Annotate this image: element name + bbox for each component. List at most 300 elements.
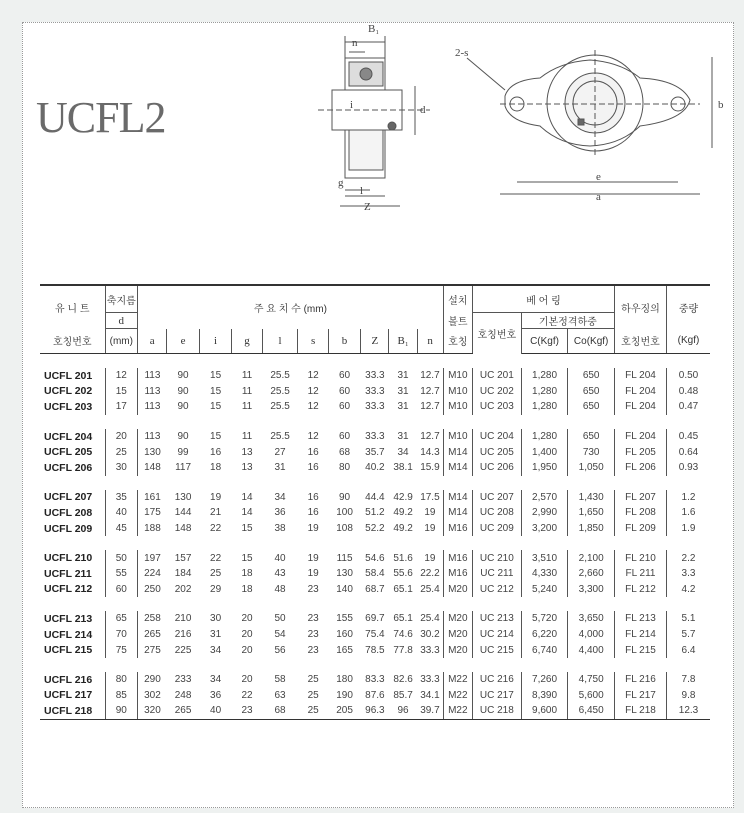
table-cell: 0.48 [678, 385, 699, 397]
table-cell: 31 [397, 370, 409, 382]
table-cell: M14 [443, 490, 472, 506]
table-cell: 730 [568, 444, 615, 460]
table-cell: M16 [443, 566, 472, 582]
table-cell: 35.7 [365, 446, 385, 458]
table-cell: 25.5 [270, 385, 290, 397]
table-row [40, 611, 710, 627]
table-cell: 80 [105, 672, 138, 688]
table-cell: 148 [174, 523, 192, 535]
group-spacer [40, 354, 710, 369]
label-n: n [352, 37, 358, 49]
table-cell: 12 [105, 368, 138, 384]
table-body [40, 354, 710, 720]
label-i: i [350, 99, 354, 111]
table-cell: 1,280 [521, 429, 568, 445]
table-cell: FL 217 [614, 688, 666, 704]
table-cell: 70 [105, 627, 138, 643]
bearing-no-header: 호칭번호 [472, 313, 521, 354]
model-cell: UCFL 209 [40, 521, 105, 537]
label-e: e [596, 171, 601, 183]
table-cell: 148 [144, 462, 161, 474]
table-cell: UC 204 [472, 429, 521, 445]
table-cell: 1,050 [568, 460, 615, 476]
table-cell: 248 [174, 689, 192, 701]
table-cell: 157 [174, 552, 192, 564]
model-cell: UCFL 208 [40, 505, 105, 521]
table-cell: 12 [307, 401, 319, 413]
table-cell: 12.3 [667, 703, 711, 719]
table-cell: 96.3 [361, 703, 389, 719]
table-cell: 39.7 [417, 703, 443, 719]
table-cell: 33.3 [365, 370, 385, 382]
table-cell: 34.1 [417, 688, 443, 704]
table-cell: 113 [144, 431, 161, 443]
table-cell: 40 [199, 703, 232, 719]
table-row [40, 627, 710, 643]
shaft-unit: (mm) [105, 329, 138, 354]
table-cell: 34 [274, 491, 286, 503]
table-cell: UC 202 [472, 384, 521, 400]
col-b1: B₁ [389, 329, 417, 354]
table-row [40, 550, 710, 566]
table-cell: 165 [336, 644, 353, 656]
shaft-header: 축지름 [105, 285, 138, 313]
col-n: n [417, 329, 443, 354]
table-cell: 12.7 [417, 368, 443, 384]
table-cell: 85.7 [393, 689, 413, 701]
table-cell: 60 [338, 401, 351, 413]
table-cell: 60 [338, 370, 351, 382]
table-cell: 0.50 [678, 370, 699, 382]
table-cell: 161 [144, 491, 161, 503]
table-cell: 113 [144, 385, 161, 397]
table-cell: 205 [328, 703, 361, 719]
model-cell: UCFL 217 [40, 688, 105, 704]
table-cell: 55 [105, 566, 138, 582]
table-row [40, 429, 710, 445]
table-cell: 90 [177, 431, 189, 443]
table-cell: 4,000 [568, 627, 615, 643]
table-cell: FL 210 [614, 550, 666, 566]
table-cell: 1,430 [568, 490, 615, 506]
table-cell: UC 203 [472, 399, 521, 415]
table-cell: UC 212 [472, 582, 521, 598]
col-b: b [328, 329, 361, 354]
table-cell: 19 [307, 568, 319, 580]
table-header [40, 285, 710, 354]
model-cell: UCFL 214 [40, 627, 105, 643]
shaft-sym: d [105, 313, 138, 329]
table-cell: 1,280 [521, 368, 568, 384]
model-cell: UCFL 201 [40, 368, 105, 384]
table-row [40, 703, 710, 719]
table-cell: 650 [568, 368, 615, 384]
table-cell: 43 [274, 568, 286, 580]
table-cell: 17.5 [417, 490, 443, 506]
table-cell: 20 [241, 644, 253, 656]
table-cell: M22 [443, 672, 472, 688]
table-cell: 31 [397, 431, 409, 443]
housing-header: 하우징의 [614, 285, 666, 329]
table-cell: 14 [241, 491, 253, 503]
table-cell: 265 [167, 703, 200, 719]
table-cell: 302 [144, 689, 161, 701]
table-cell: 40.2 [365, 462, 385, 474]
table-cell: 20 [241, 613, 253, 625]
model-cell: UCFL 203 [40, 399, 105, 415]
table-cell: 184 [174, 568, 192, 580]
model-cell: UCFL 205 [40, 444, 105, 460]
model-cell: UCFL 202 [40, 384, 105, 400]
table-cell: 83.3 [365, 674, 385, 686]
table-cell: 175 [144, 507, 161, 519]
table-cell: 23 [232, 703, 262, 719]
table-cell: 36 [210, 689, 222, 701]
group-spacer [40, 658, 710, 672]
table-cell: 3,300 [568, 582, 615, 598]
table-cell: 60 [338, 385, 351, 397]
table-cell: 117 [175, 462, 192, 474]
table-cell: 5,720 [521, 611, 568, 627]
group-spacer [40, 536, 710, 550]
table-cell: 77.8 [393, 644, 413, 656]
table-cell: M10 [443, 368, 472, 384]
table-cell: 30 [210, 613, 222, 625]
table-cell: 23 [307, 644, 319, 656]
table-cell: 55.6 [393, 568, 413, 580]
table-cell: 31 [397, 385, 409, 397]
table-cell: 275 [144, 644, 161, 656]
table-cell: 1,950 [521, 460, 568, 476]
bearing-drawing [0, 0, 744, 280]
table-cell: UC 218 [472, 703, 521, 719]
table-cell: 5.1 [681, 613, 696, 625]
table-cell: 1,280 [521, 384, 568, 400]
table-cell: 45 [105, 521, 138, 537]
table-cell: 16 [307, 462, 319, 474]
table-cell: 40 [105, 505, 138, 521]
table-cell: 65 [105, 611, 138, 627]
table-cell: 16 [210, 446, 222, 458]
table-cell: 8,390 [521, 688, 568, 704]
table-row [40, 566, 710, 582]
table-cell: 18 [241, 583, 253, 595]
weight-unit: (Kgf) [667, 329, 711, 354]
table-cell: 11 [241, 401, 253, 413]
table-cell: 40 [274, 552, 286, 564]
table-cell: 233 [174, 674, 192, 686]
table-cell: 34 [210, 674, 222, 686]
table-cell: 1.2 [681, 491, 696, 503]
table-cell: UC 207 [472, 490, 521, 506]
table-cell: 31 [397, 401, 409, 413]
table-cell: M20 [443, 611, 472, 627]
table-cell: 85 [105, 688, 138, 704]
table-cell: FL 208 [614, 505, 666, 521]
table-cell: FL 204 [614, 368, 666, 384]
label-l: l [360, 185, 364, 197]
table-cell: 33.3 [365, 385, 385, 397]
table-cell: 18 [210, 462, 222, 474]
table-row [40, 384, 710, 400]
table-cell: 210 [174, 613, 192, 625]
table-cell: FL 216 [614, 672, 666, 688]
table-cell: 12.7 [417, 384, 443, 400]
table-cell: 18 [241, 568, 253, 580]
model-cell: UCFL 204 [40, 429, 105, 445]
table-cell: 49.2 [393, 523, 413, 535]
table-cell: 2,990 [521, 505, 568, 521]
table-cell: FL 215 [614, 642, 666, 658]
table-cell: UC 205 [472, 444, 521, 460]
label-g: g [338, 177, 344, 189]
table-cell: 12 [307, 431, 319, 443]
table-cell: 75.4 [365, 629, 385, 641]
table-cell: 15 [241, 523, 253, 535]
table-cell: 113 [144, 401, 161, 413]
table-cell: M14 [443, 505, 472, 521]
table-cell: 23 [307, 613, 319, 625]
table-cell: M20 [443, 642, 472, 658]
table-row [40, 368, 710, 384]
table-cell: 0.47 [678, 401, 699, 413]
table-cell: 23 [307, 583, 319, 595]
table-cell: UC 217 [472, 688, 521, 704]
table-cell: FL 204 [614, 384, 666, 400]
table-cell: 190 [336, 689, 353, 701]
table-cell: 4,330 [521, 566, 568, 582]
unit-header-2: 호칭번호 [40, 329, 105, 354]
table-cell: 13 [241, 446, 253, 458]
table-cell: 38 [274, 523, 286, 535]
table-cell: 25 [298, 703, 328, 719]
table-cell: 82.6 [393, 674, 413, 686]
table-cell: 68 [262, 703, 298, 719]
table-cell: 19 [417, 550, 443, 566]
col-l: l [262, 329, 298, 354]
table-cell: 65.1 [393, 583, 413, 595]
table-cell: 90 [177, 385, 189, 397]
table-cell: 20 [241, 629, 253, 641]
group-spacer [40, 476, 710, 490]
table-cell: 2.2 [681, 552, 696, 564]
table-cell: 1,400 [521, 444, 568, 460]
table-cell: 31 [210, 629, 222, 641]
table-cell: 36 [274, 507, 286, 519]
table-cell: 52.2 [365, 523, 385, 535]
c-header: C(Kgf) [521, 329, 568, 354]
table-cell: 2,570 [521, 490, 568, 506]
table-cell: 4.2 [681, 583, 696, 595]
table-cell: 35 [105, 490, 138, 506]
table-cell: 4,400 [568, 642, 615, 658]
table-cell: 63 [274, 689, 286, 701]
table-cell: M22 [443, 703, 472, 719]
table-cell: 1.6 [681, 507, 696, 519]
table-cell: 15 [210, 401, 222, 413]
table-cell: UC 215 [472, 642, 521, 658]
table-cell: 140 [336, 583, 353, 595]
table-cell: 12 [307, 385, 319, 397]
table-cell: 0.45 [678, 431, 699, 443]
table-cell: 33.3 [365, 401, 385, 413]
table-cell: 650 [568, 429, 615, 445]
col-i: i [199, 329, 232, 354]
table-cell: M10 [443, 384, 472, 400]
table-cell: 19 [417, 505, 443, 521]
table-cell: 90 [177, 401, 189, 413]
table-cell: 42.9 [393, 491, 413, 503]
table-cell: M10 [443, 429, 472, 445]
table-cell: 12 [307, 370, 319, 382]
table-cell: FL 207 [614, 490, 666, 506]
table-cell: 5,240 [521, 582, 568, 598]
table-cell: 1,650 [568, 505, 615, 521]
table-cell: 188 [144, 523, 161, 535]
table-cell: 1,850 [568, 521, 615, 537]
table-cell: 320 [138, 703, 167, 719]
table-cell: 11 [241, 385, 253, 397]
table-cell: 15.9 [417, 460, 443, 476]
table-cell: 7,260 [521, 672, 568, 688]
table-cell: 2,100 [568, 550, 615, 566]
table-cell: 25.4 [417, 582, 443, 598]
table-cell: 144 [174, 507, 192, 519]
table-row [40, 642, 710, 658]
col-s: s [298, 329, 328, 354]
table-cell: 650 [568, 399, 615, 415]
table-row [40, 505, 710, 521]
table-cell: 49.2 [393, 507, 413, 519]
table-cell: 19 [417, 521, 443, 537]
table-cell: 29 [210, 583, 222, 595]
table-cell: FL 204 [614, 429, 666, 445]
table-cell: 30.2 [417, 627, 443, 643]
model-cell: UCFL 210 [40, 550, 105, 566]
table-cell: 34 [210, 644, 222, 656]
table-cell: 65.1 [393, 613, 413, 625]
table-cell: 50 [274, 613, 286, 625]
table-cell: 38.1 [393, 462, 413, 474]
table-cell: 0.64 [678, 446, 699, 458]
table-cell: 4,750 [568, 672, 615, 688]
table-cell: 258 [144, 613, 161, 625]
table-cell: 100 [336, 507, 353, 519]
group-spacer [40, 415, 710, 429]
table-cell: 56 [274, 644, 286, 656]
table-cell: 33.3 [417, 642, 443, 658]
table-cell: 33.3 [365, 431, 385, 443]
table-cell: 58.4 [365, 568, 385, 580]
table-cell: 51.2 [365, 507, 385, 519]
co-header: Co(Kgf) [568, 329, 615, 354]
table-cell: 225 [174, 644, 192, 656]
bolt-header-1: 설치 [443, 285, 472, 313]
table-cell: 21 [210, 507, 222, 519]
table-cell: UC 210 [472, 550, 521, 566]
table-cell: M16 [443, 550, 472, 566]
table-cell: 265 [144, 629, 161, 641]
table-cell: 22 [241, 689, 253, 701]
housing-header-2: 호칭번호 [614, 329, 666, 354]
table-cell: 650 [568, 384, 615, 400]
table-cell: M14 [443, 444, 472, 460]
col-g: g [232, 329, 262, 354]
model-cell: UCFL 213 [40, 611, 105, 627]
table-cell: UC 213 [472, 611, 521, 627]
table-cell: 25.4 [417, 611, 443, 627]
table-cell: FL 204 [614, 399, 666, 415]
table-cell: 78.5 [365, 644, 385, 656]
table-cell: 6,220 [521, 627, 568, 643]
table-cell: 50 [105, 550, 138, 566]
table-cell: 87.6 [365, 689, 385, 701]
table-cell: 60 [105, 582, 138, 598]
table-cell: UC 211 [472, 566, 521, 582]
table-cell: 9,600 [521, 703, 568, 719]
table-cell: 17 [105, 399, 138, 415]
table-row [40, 490, 710, 506]
table-cell: 14 [241, 507, 253, 519]
table-cell: 115 [336, 552, 353, 564]
model-cell: UCFL 218 [40, 703, 105, 719]
table-cell: 15 [210, 370, 222, 382]
label-a: a [596, 191, 601, 203]
bearing-header: 베 어 링 [472, 285, 614, 313]
table-cell: 68 [338, 446, 351, 458]
load-header: 기본정격하중 [521, 313, 614, 329]
table-cell: UC 206 [472, 460, 521, 476]
table-cell: 224 [144, 568, 161, 580]
table-row [40, 582, 710, 598]
table-cell: 80 [338, 462, 351, 474]
table-cell: 34 [397, 446, 409, 458]
table-cell: M14 [443, 460, 472, 476]
table-cell: 15 [241, 552, 253, 564]
table-cell: 3,650 [568, 611, 615, 627]
table-cell: 33.3 [417, 672, 443, 688]
label-bolt: 2-s [455, 47, 469, 59]
table-cell: 12.7 [417, 399, 443, 415]
table-row [40, 399, 710, 415]
table-cell: 11 [241, 431, 253, 443]
col-z: Z [361, 329, 389, 354]
label-b1: B₁ [368, 23, 380, 35]
table-cell: 15 [105, 384, 138, 400]
table-cell: FL 214 [614, 627, 666, 643]
table-row [40, 688, 710, 704]
table-cell: 250 [144, 583, 161, 595]
table-cell: 3,510 [521, 550, 568, 566]
table-cell: 3.3 [681, 568, 696, 580]
table-cell: UC 209 [472, 521, 521, 537]
weight-header: 중량 [667, 285, 711, 329]
table-cell: 6.4 [681, 644, 696, 656]
table-cell: 30 [105, 460, 138, 476]
model-cell: UCFL 212 [40, 582, 105, 598]
table-row [40, 444, 710, 460]
table-cell: 108 [336, 523, 353, 535]
table-cell: FL 211 [614, 566, 666, 582]
table-cell: 44.4 [365, 491, 385, 503]
table-cell: 90 [177, 370, 189, 382]
table-row [40, 460, 710, 476]
model-cell: UCFL 206 [40, 460, 105, 476]
table-cell: 3,200 [521, 521, 568, 537]
table-cell: 20 [241, 674, 253, 686]
model-cell: UCFL 207 [40, 490, 105, 506]
table-cell: 12.7 [417, 429, 443, 445]
